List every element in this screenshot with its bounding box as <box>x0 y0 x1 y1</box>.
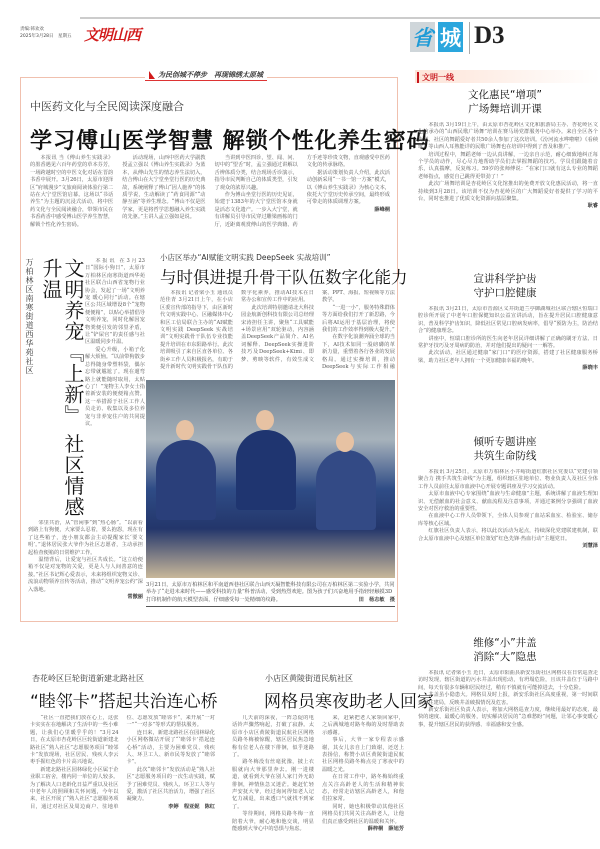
sidebar-article <box>418 88 598 250</box>
masthead-meta <box>20 26 72 40</box>
paragraph: 作为傅山坐堂行医的历史见证，始建于1383年的大宁堂医馆本身就是活态文化遗产。一步入大宁堂，就有讲解员引导市民穿过雕梁画栋的门厅，近距离观赏傅山的医学典籍、药方手迹等珍贵文物，直观感受中医药文化的传承脉络。 <box>214 155 390 228</box>
editor-credit: 责编:韩欢欢 <box>20 27 45 32</box>
photo-caption <box>146 582 395 607</box>
caption-text: 3月21日，太原市万柏林区和平南道西巷社区联合山西天凝智能科技有限公司在万柏林区第二实验小学，共同举办了“走进未来时代——感受科技的力量”科普活动，受到热烈欢迎。图为孩子们兴奋地用手指轻轻触摸3D打印机制作的航天模型表面，仔细感受每一处精细的纹路。 <box>146 582 395 603</box>
photo-credit: 田 杨志敏 摄 <box>358 596 395 603</box>
sidebar-paragraphs <box>418 122 598 203</box>
paragraph: 此次“睦邻卡”发放活动是“熟人社区”志愿服务项目的一次生动实践，赋予了困难党员、残疾人、环卫工人等与爱，激活了社区共治活力，增强了社区凝聚力。 <box>126 766 215 803</box>
section-badge <box>410 20 463 54</box>
headline-line: 广场舞培训开课 <box>468 103 542 115</box>
sidebar-article <box>418 435 598 601</box>
column-logo: 文明山西 <box>84 26 141 44</box>
grid-headline: 网格员寒夜助老人回家 <box>264 692 434 712</box>
paragraph: 本报讯 在3月23日“国际小狗日”，太原市万柏林区南寒街道西华苑社区联合山西省宠物行业协会，发起了一场“文明养宠 暖心同行”活动。在辖区公共区域增设8个“宠物便便箱”，以贴心举措倡导文明养宠，同时化解因宠物粪便引发的邻里矛盾，让“铲屎官”的责任感与社区温暖同步升温。 <box>85 258 145 346</box>
paragraph: 在日常工作中，路冬梅始终重点关注高龄老人的生活和精神状态，经常走访辖区高龄老人，和他们拉家常。 <box>322 774 404 803</box>
headline-line: 宣讲科学护齿 <box>473 273 537 285</box>
pet-body-bottom <box>28 520 143 616</box>
paragraph: 爱心升级，小箱子化解大烦恼。“以前带狗散步总得随身带塑料袋，偶尔忘带就尴尬了。现在遛弯路上就能随时取用，太贴心了！”宠物主人李女士指着新安装的便便箱点赞。这一举措源于社区工作人员走访、收集以及多位养宠与非养宠住户的共同提议。 <box>85 346 145 427</box>
paragraph: 新建北路社区园林绿化小区属于企业职工宿舍，楼内同一单位的人较多。为了解决人口老龄化日益严重以及社区中老年人的照顾和关怀问题，今年以来，社区开展了“熟人社区”志愿服务项目，通过对社区及周边商户、驻地单位、志愿发放“睦邻卡”，来开展“一对一”“一对多”等形式的帮扶服务。 <box>30 715 215 810</box>
sidebar-headline <box>430 435 580 463</box>
sidebar-article <box>418 636 598 820</box>
pet-subtitle: 万柏林区南寒街道西华苑社区 <box>25 258 34 375</box>
photo-figure <box>156 440 216 520</box>
paragraph: 邻里共治，从“管闲事”到“热心肠”。“以前看到路上有狗便，大家要么忍着，要么抱怨，现在有了这些箱子，连小朋友都会主动提醒家长‘要文明’。”退休居民张大爷作为社区志愿者，主动承担起检查便箱的日常维护工作。 <box>28 520 143 556</box>
ai-paragraphs <box>160 290 395 376</box>
byline: 李婷 程亚妮 陈红 <box>168 803 215 810</box>
paragraph: “一进一小”，服务特殊群体等方面给我们打开了新思路，今后将AI运用于基层治理，将使我们的工作效率得到极大提升。” <box>322 304 395 334</box>
paragraph: 本报讯 当《傅山养生实践录》的墨香遇见六百年药堂的草本芬芳，一场跨越时空的中医文化对话在晋韵书香中展开。3月26日，太原市迎泽区“府城漫步”文旅商阅读体验行第二站在大宁堂医馆启幕。这场以“书话养生”为主题的沉浸式活动，将中医药文化与全民阅读融合，带领市民在书香药香中感受傅山医学养生智慧，解锁个性化养生密码。 <box>30 155 114 228</box>
paragraph: 活动现场，山西中医药大学副教授孟立强以《傅山养生实践录》为蓝本，从傅山先生的情志养生法切入，结合傅山在大宁堂坐堂行医的历史典故，系统阐释了傅山“因人施养”的体质学说，生动解读了“药食同源”“动静互涵”等养生理念。“傅山不仅是医学家，更是将哲学思想融入养生实践的先驱。”主讲人孟立强如是说。 <box>122 155 206 221</box>
headline-line: 消除“大”隐患 <box>473 651 537 663</box>
headline-line: 维修“小”井盖 <box>473 637 537 649</box>
header-rule <box>80 17 600 19</box>
paragraph: 太原市血液中心专家围绕“血液与生命健康”主题，系统讲解了血液生理知识、无偿献血的社会意义、献血流程及注意事项，并通过案例分享强调了血液安全对医疗救治的重要性。 <box>418 491 598 513</box>
ai-body <box>160 290 395 376</box>
paragraph: 同时，她也积极带动其他社区网格员们共同关注高龄老人，让他们真正感受到社区的温暖和关怀。 <box>322 803 404 825</box>
sidebar-paragraphs <box>418 469 598 543</box>
sidebar-headline <box>430 88 580 116</box>
paragraph: 新安乐街社区负责人表示，将加大网格巡查力度，继续用最好的态度、最快的速度、最暖心的服务，切实解决居民的“急难愁盼”问题，让邻心事变暖心事，提升辖区居民的获得感、幸福感和安全感。 <box>418 707 598 728</box>
paragraph: 红旗社区负责人表示，将以此次活动为起点，持续深化党建联建机制，联合太原市血液中心及辖区单位策划“红色先锋·热血行动”主题党日。 <box>418 528 598 542</box>
ai-subtitle: 小店区举办“AI赋能文明实践 DeepSeek 实战培训” <box>160 253 331 262</box>
byline: 薛晓丰 <box>582 365 598 372</box>
byline: 耿睿 <box>587 203 598 210</box>
sidebar-body <box>418 306 598 406</box>
paragraph: 几天前的深夜，一阵急促的电话铃声骤然响起，打破了寂静。太原市小店区黄陵街道民航社区网格员路冬梅被惊醒，辖区居民焦急地称有位老人在楼下徘徊，似乎迷路了。 <box>232 715 314 759</box>
neighbor-subtitle: 杏花岭区巨轮街道新建北路社区 <box>32 674 144 683</box>
paragraph: 本报讯 记者梁小玉 近日，太原市阳曲县新安乐街社区网格员在日常巡查走访时发现，辖区街道的污水井盖出现松动，有坍塌危险，且该井盖位于马路中间，每天有很多车辆和居民经过，稍有不慎就有可能掉进去，十分危险。 <box>418 670 598 691</box>
paragraph: 本报讯 记者梁小玉 通讯员范佳青 3月21日上午，在小店区委宣传部的指导下，由区新时代文明实践中心、区融媒体中心和区工信局联合主办的“AI赋能文明实践 DeepSeek 实战培训”文明实践骨干队伍专业技能提升培训在市东阳路举行。此次培训吸引了来自区直各单位、各街乡工作人员积极报名，有助于提升新时代文明实践骨干队伍的数字化素养，推动AI技术在日常办公和宣传工作中的应用。 <box>160 290 314 371</box>
paragraph: 讲座中，恒瑞口腔诊所的医生向老年居民详细讲解了正确的刷牙方法、日常护牙技巧及牙周病的防治，并对他们提出的疑问一一解答。 <box>418 335 598 350</box>
column-label: 文明一线 <box>417 72 454 83</box>
headline-line: 倾听专题讲座 <box>473 436 537 448</box>
sidebar-body <box>418 670 598 820</box>
paragraph: 本报讯 3月19日上午，由太原市杏花岭区文化和旅游局主办、杏花岭区文化馆承办的“山西民歌广场舞”培训在赛马场党群服务中心举办。来自全区各个街道、社区的舞蹈爱好者共50余人参加了这次培训。《汾河流水哗啦啦》《看秧歌》等山西人耳熟能详的民歌广场舞也在培训中得到了普及和推广。 <box>418 122 598 151</box>
ai-headline: 与时俱进提升骨干队伍数字化能力 <box>160 268 408 287</box>
pet-paragraphs <box>28 520 143 594</box>
paragraph: 此次活动，社区通过健康“家门口”的医疗资源，搭建了社区健康服务桥梁，助力社区老年人拥有一个更加健康幸福的晚年。 <box>418 350 598 364</box>
sidebar-paragraphs <box>418 670 598 729</box>
neighbor-headline: “睦邻卡”搭起共治连心桥 <box>30 692 218 712</box>
paragraph: 本报讯 3月21日，太原市晋源区义井街道兰亭御湖城社区联合辖区恒瑞口腔诊所开展了中老年口腔保健知识公益宣讲活动，旨在提升居民口腔健康意识，普及科学护齿知识，降低社区常见口腔病发病率，倡导“预防为主，防治结合”的健康理念。 <box>418 306 598 335</box>
paragraph: 来，赶紧把老人家领回家中，之后满城地对路冬梅的及时帮助表示感谢。 <box>322 715 404 736</box>
pet-paragraphs <box>85 258 145 428</box>
sidebar-paragraphs <box>418 306 598 365</box>
byline: 薛峰桐 <box>374 206 390 213</box>
paragraph: 等待期间，网格员路冬梅一直陪着大爷，耐心地和他交谈，明显能感到大爷心中的恐惧与焦虑。 <box>232 811 314 833</box>
sidebar-headline <box>430 636 580 664</box>
sidebar-body <box>418 469 598 601</box>
byline: 刘慧泽 <box>582 543 598 550</box>
headline-line: 文化惠民“增项” <box>468 89 542 101</box>
photo-figure <box>256 410 274 430</box>
page-number: D3 <box>474 22 505 49</box>
issue-date: 2025年3月28日 星期五 <box>20 34 72 39</box>
photo-figure <box>176 420 194 440</box>
neighbor-body <box>30 715 215 845</box>
grid-subtitle: 小店区黄陵街道民航社区 <box>265 674 353 683</box>
slogan-banner <box>145 70 267 81</box>
paragraph: 温情背后，让爱宠与社区共成长。“这立给便箱不仅是对宠物的关爱，更是人与人间善意的连接。”社区书记辉心爱表示，未来将组织宠物义诊、流浪动物领养宣传等活动，推动“文明养宠公约”深入落地。 <box>28 557 143 593</box>
photo-figure <box>336 432 354 452</box>
section-char: 城 <box>438 22 463 52</box>
pet-headline: 文明养宠『上新』 社区情感升温 <box>39 258 85 518</box>
photo-figure <box>236 430 296 510</box>
paragraph: 本报讯 3月25日，太原市万柏林区小井峪街道红旗社区党委以“党建引领聚合力 携手共筑生命线”为主题，组织辖区驻地单位、物业负责人及社区全体工作人员前往太原市血液中心开展专题讲座及学习交流活动。 <box>418 469 598 490</box>
divider <box>469 22 470 54</box>
paragraph: 此次广场舞培训是杏花岭区文化馆推出的免费开放文化惠民活动，将一直持续到3月28日。该培训不仅为杏花岭区的广大舞蹈爱好者提供了学习的平台，同时也推进了优质文化资源向基层聚集。 <box>418 181 598 203</box>
paragraph: 连日来，新建北路社区在园林绿化小区网格微站开展了“‘睦邻卡’搭起连心桥”活动，主要为困难党员、残疾人、环卫工人、新市民等发放了“睦邻卡”。 <box>126 729 215 766</box>
grid-body <box>232 715 404 845</box>
paragraph: “社区一直把我们放在心上，这张卡实实在在地解决了生活中的一些小难题，让我们心里暖乎乎的！”3月24日，在太原市杏花岭区巨轮街道新建北路社区“熟人社区”志愿服务项目“睦邻卡”发放现场，社区居民、残疾人李云枣手握红色的卡片高兴地说。 <box>30 715 119 766</box>
section-char: 省 <box>410 22 435 52</box>
paragraph: 事后，大爷一家专程表示感谢，其女儿亲自上门致谢，还送上表扬信，称赞小店区黄陵街道民航社区网格员路冬梅点亮了寒夜中的温暖之光。 <box>322 737 404 773</box>
paragraph: 当讲到中医四诊，望、闻、问、切中的“望舌”时，孟立强通过讲解以舌辨体质分类，结合现场舌诊演示，指导市民判断自己的体质类型，引发了观众的浓厚兴趣。 <box>214 155 298 191</box>
paragraph: 井盖虽小隐患大。网格员及时上报，新安乐街社区高度重视，第一时间联系县住建局，反映井盖破损情况及危害。 <box>418 692 598 706</box>
paragraph: 路冬梅没有丝毫犹豫，披上衣服就向大爷那里奔去。刚一进楼道，就看到大爷在别人家门外无助徘徊，神情焦急又迷茫。她赶忙轻声安抚大爷，经过询问得知老人记忆力减退，出来透口气就找不到家了。 <box>232 759 314 810</box>
neighbor-paragraphs <box>30 715 215 811</box>
paragraph: 在数字化浪潮奔涌全球的当下，AI技术如同一股磅礴的革新力量，重塑着各行各业的发展格局。通过实操培训，推动DeepSeek与实际工作相融 <box>322 334 395 371</box>
sidebar-body <box>418 122 598 250</box>
photo-figure <box>316 450 376 530</box>
pet-body-top <box>85 258 145 518</box>
grid-paragraphs <box>232 715 404 834</box>
flag-icon <box>149 71 155 79</box>
headline-line: 共筑生命防线 <box>473 450 537 462</box>
paragraph: 在血液中心工作人员带领下，全体人员参观了血站采血室、检验室、储存库等核心区域。 <box>418 513 598 527</box>
slogan-text: 为民创城不停步 再现锦绣太原城 <box>158 70 263 79</box>
paragraph: 此次培训特别邀请北大科技园金航新创科技有限公司总经理宋涛担任主讲，聚焦“工具赋能+场景应用”双轮驱动，内容涵盖DeepSeek产品简介、AI名词解释、DeepSeek实操进阶技巧及DeepSeek+Kimi、即梦、剪映等软件，有效生成文案、PPT、海报、短视频等方法教学。 <box>241 290 395 363</box>
lead-subtitle: 中医药文化与全民阅读深度融合 <box>30 100 184 113</box>
byline: 薛梓桐 薛旭芳 <box>367 826 404 833</box>
sidebar-headline <box>430 272 580 300</box>
news-photo-students-3d-printing <box>146 380 395 578</box>
paragraph: 据活动策划负责人介绍，此次活动创新采用“一书一馆一方案”模式，以《傅山养生实践录》为核心文本，依托大宁堂历史传承空间，最终形成可带走的体质调理方案。 <box>306 169 390 206</box>
sidebar-article <box>418 272 598 406</box>
lead-body <box>30 155 390 247</box>
paragraph: 培训过程中，舞蹈老师一边认真讲解，一边亲自示范，耐心细致地纠正每个学员的动作，尽心尽力地帮助学员们去掌握舞蹈的技巧。学员们跟随着音乐，认真揣摩，反复练习。59岁的张师傅说：“在家门口就有这么专业的舞蹈老师指点，感觉自己跳得更带劲了！” <box>418 151 598 180</box>
lead-headline: 学习傅山医学智慧 解锁个性化养生密码 <box>30 129 430 154</box>
byline: 常傲丽 <box>127 594 143 601</box>
headline-line: 守护口腔健康 <box>473 287 537 299</box>
lead-paragraphs <box>30 155 390 229</box>
